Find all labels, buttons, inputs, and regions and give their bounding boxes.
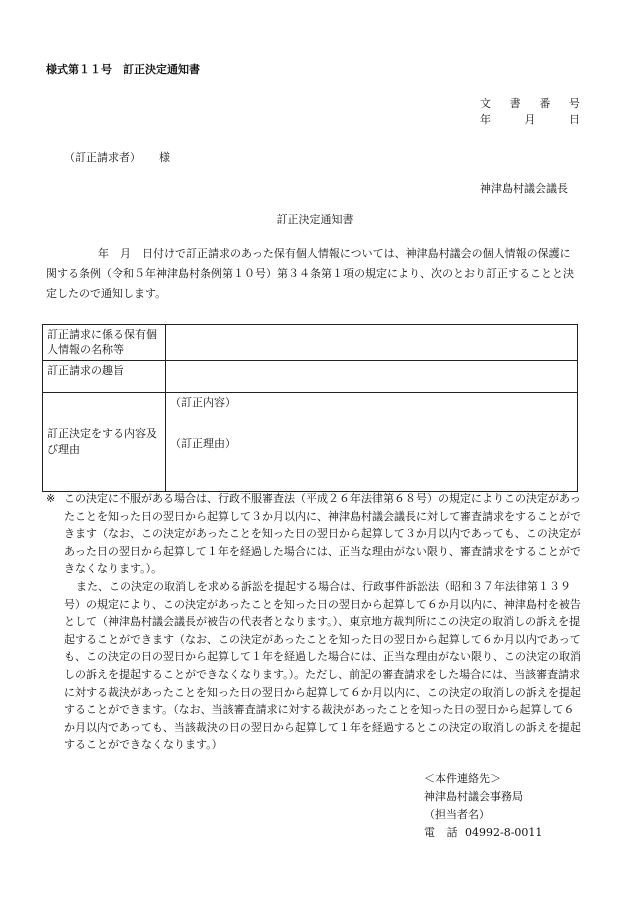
tel-label: 電 話: [424, 826, 462, 839]
correction-reason-label: （訂正理由）: [170, 437, 236, 451]
note-paragraph-2: また、この決定の取消しを求める訴訟を提起する場合は、行政事件訴訟法（昭和３７年法律第１３９号）の規定により、この決定があったことを知った日の翌日から起算して６か月以内に、神津島村を被告として（神津島村議会議長が被告の代表者となります。）、東京地方裁判所にこの決定の取消しの訴えを提起することができます（なお、この決定があったことを知った日の翌日から起算して６か月以内であっても、この決定の日の翌日から起算して１年を経過した場合には、正当な理由がない限り、この決定の取消しの訴えを提起することができなくなります。）。ただし、前記の審査請求をした場合には、当該審査請求に対する裁決があったことを知った日の翌日から起算して６か月以内に、この決定の取消しの訴えを提起することができます。（なお、当該審査請求に対する裁決があったことを知った日の翌日から起算して６か月以内であっても、当該裁決の日の翌日から起算して１年を経過するとこの決定の取消しの訴えを提起することができなくなります。）: [64, 579, 581, 752]
sender: 神津島村議会議長: [480, 182, 568, 195]
note-mark: ※: [46, 492, 56, 505]
table-row: [43, 325, 578, 361]
date-day: 日: [569, 113, 580, 126]
recipient-label: （訂正請求者）: [64, 151, 141, 164]
document-number: [480, 96, 580, 112]
table-value-cell: [166, 360, 578, 392]
date-month: 月: [524, 113, 536, 126]
document-date: [480, 112, 580, 128]
table-value-cell: [166, 325, 578, 361]
table-row: [43, 392, 578, 491]
form-number: 様式第１１号 訂正決定通知書: [46, 63, 200, 76]
table-label-cell: 訂正請求に係る保有個人情報の名称等: [43, 325, 166, 361]
table-row: [43, 360, 578, 392]
doc-number-char: 書: [509, 97, 521, 110]
document-meta: [480, 96, 580, 128]
body-lead: 年 月 日付けで訂正請求のあった保有個人情報については、神津島村議会の個人情報の保護に関する条例（令和５年神津島村条例第１０号）第３４条第１項の規定により、次のとおり訂正することと決定したので通知します。: [46, 247, 574, 300]
appeal-note: [46, 490, 582, 754]
contact-tel: [424, 824, 542, 842]
note-paragraph-1: [46, 490, 582, 578]
contact-heading: ＜本件連絡先＞: [424, 772, 501, 785]
info-table: [42, 324, 578, 492]
contact-block: [424, 770, 542, 842]
note-text-1: この決定に不服がある場合は、行政不服審査法（平成２６年法律第６８号）の規定によりこの決定があったことを知った日の翌日から起算して３か月以内に、神津島村議会議長に対して審査請求をすることができます（なお、この決定があったことを知った日の翌日から起算して３か月以内であっても、この決定があった日の翌日から起算して１年を経過した場合には、正当な理由がない限り、審査請求をすることができなくなります。）。: [64, 492, 581, 576]
body-text: [46, 244, 578, 304]
document-title: 訂正決定通知書: [276, 213, 354, 226]
doc-number-char: 文: [480, 97, 491, 110]
table-label-cell: 訂正決定をする内容及び理由: [43, 392, 166, 491]
tel-number: 04992-8-0011: [465, 826, 543, 839]
recipient-honorific: 様: [159, 151, 170, 164]
date-year: 年: [480, 113, 491, 126]
table-value-cell: [166, 392, 578, 491]
table-label-cell: 訂正請求の趣旨: [43, 360, 166, 392]
correction-content-label: （訂正内容）: [170, 395, 236, 409]
doc-number-char: 番: [539, 97, 551, 110]
contact-person: （担当者名）: [424, 808, 490, 821]
doc-number-char: 号: [568, 97, 580, 110]
contact-office: 神津島村議会事務局: [424, 790, 523, 803]
recipient: [64, 150, 170, 165]
